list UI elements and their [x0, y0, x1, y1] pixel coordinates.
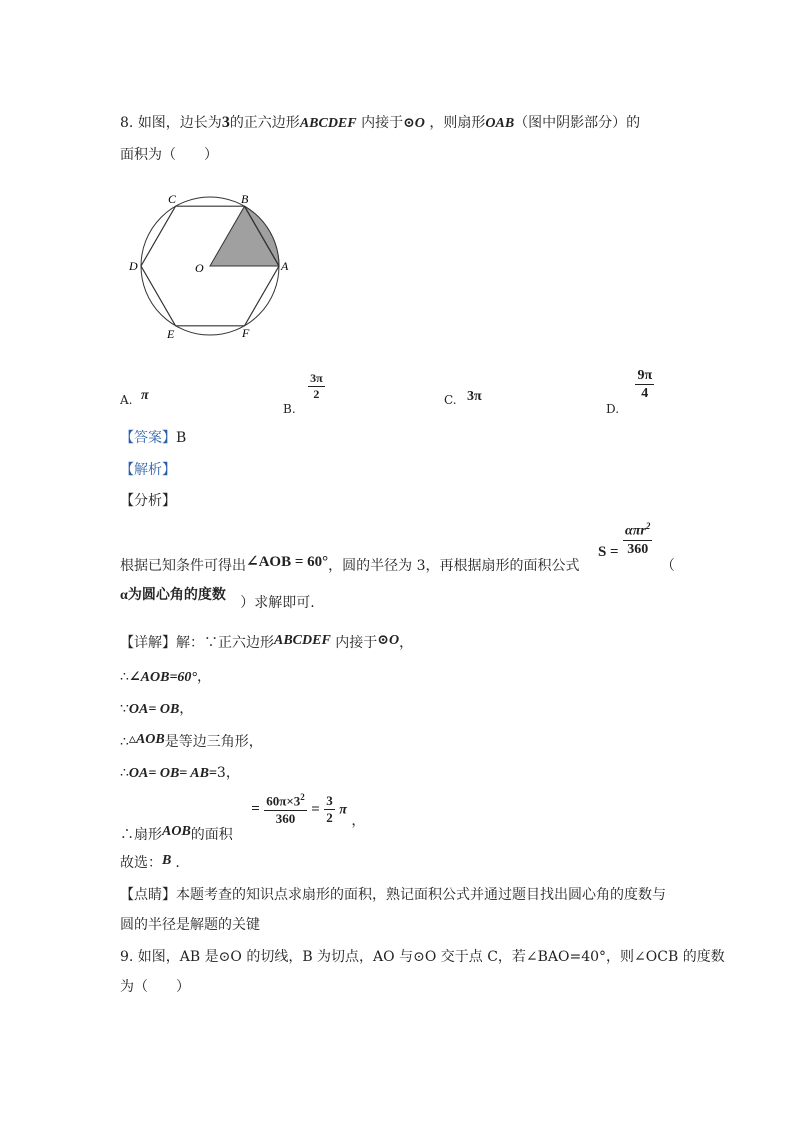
fenxi-tag: 【分析】: [120, 493, 176, 509]
label-a: A: [281, 259, 289, 273]
label-d: D: [129, 259, 138, 273]
detail-line7: 故选：B .: [120, 853, 180, 871]
detail-line1: 【详解】解：∵正六边形ABCDEF 内接于⊙O，: [120, 633, 414, 651]
dianjing-line2: 圆的半径是解题的关键: [120, 917, 260, 933]
detail-line6: ∴扇形AOB的面积 = $\frac{60\pi\times 3^2}{360}$ = $\frac{3}{2}$ π ，: [120, 792, 366, 844]
question-number: 8.: [120, 115, 134, 131]
label-c: C: [168, 192, 177, 206]
question-9-line2: 为（ ）: [120, 979, 190, 995]
hexagon-figure: [125, 190, 295, 340]
fenxi-line1: 根据已知条件可得出∠AOB = 60°，圆的半径为 3，再根据扇形的面积公式 S = $\frac{\alpha\pi r^2}{360}$ （: [120, 521, 675, 574]
area-fraction: $\frac{60\pi\times 3^2}{360}$: [266, 792, 305, 826]
detail-line5: ∴OA= OB= AB=3，: [120, 765, 240, 781]
area-formula: $\frac{\alpha\pi r^2}{360}$: [625, 521, 651, 558]
question-8-line2: 面积为（ ）: [120, 147, 218, 163]
label-b: B: [241, 192, 249, 206]
label-o: O: [195, 261, 204, 275]
detail-line2: ∴∠AOB=60°，: [120, 669, 212, 685]
answer-line: 【答案】B: [120, 430, 187, 446]
option-c[interactable]: C. 3π: [444, 389, 482, 407]
result-fraction: $\frac{3}{2}$: [326, 792, 333, 825]
question-8-line1: 8. 如图，边长为3的正六边形ABCDEF 内接于⊙O ，则扇形OAB（图中阴影部分）的: [120, 114, 641, 131]
option-b[interactable]: B. $\frac{3\pi}{2}$: [283, 371, 323, 416]
option-d[interactable]: D. $\frac{9\pi}{4}$: [606, 368, 653, 416]
dianjing-line1: 【点睛】本题考查的知识点求扇形的面积，熟记面积公式并通过题目找出圆心角的度数与: [120, 887, 666, 903]
shaded-sector: [210, 206, 279, 266]
detail-line3: ∵OA= OB，: [120, 701, 194, 717]
option-a[interactable]: A. π: [120, 388, 149, 407]
jiexi-tag: 【解析】: [120, 462, 176, 478]
fenxi-line2: α为圆心角的度数 ）求解即可.: [120, 588, 315, 611]
detail-line4: ∴▵AOB是等边三角形，: [120, 732, 263, 750]
label-e: E: [167, 327, 175, 340]
question-9-line1: 9. 如图，AB 是⊙O 的切线，B 为切点，AO 与⊙O 交于点 C，若∠BAO=40°，则∠OCB 的度数: [120, 949, 725, 965]
label-f: F: [242, 326, 250, 340]
